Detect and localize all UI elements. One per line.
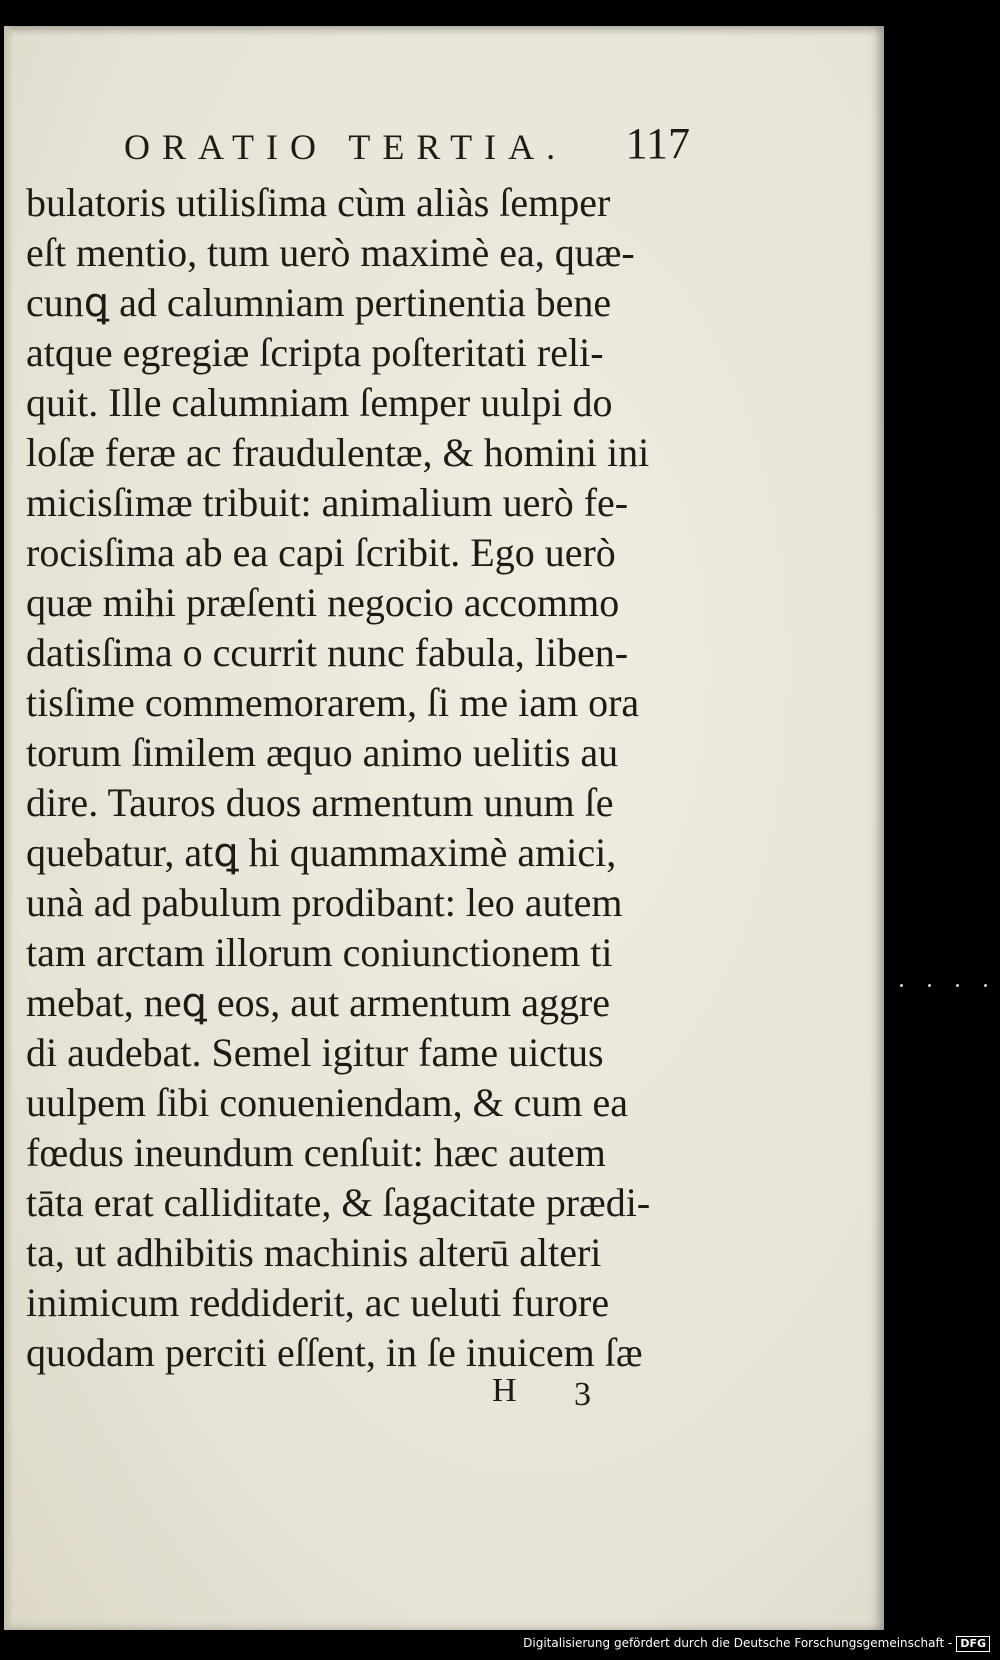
text-line: rocisſima ab ea capi ſcribit. Ego uerò [26, 530, 616, 575]
text-line: cunꝗ ad calumniam pertinentia bene [26, 280, 612, 325]
margin-dots [900, 984, 990, 994]
signature-number: 3 [574, 1376, 591, 1413]
text-line: inimicum reddiderit, ac ueluti furore [26, 1280, 610, 1325]
dot [956, 984, 959, 987]
text-line: unà ad pabulum prodibant: leo autem [26, 880, 623, 925]
dot [928, 984, 931, 987]
page-header [124, 112, 696, 174]
text-line: di audebat. Semel igitur fame uictus [26, 1030, 604, 1075]
text-line: dire. Tauros duos armentum unum ſe [26, 780, 614, 825]
text-line: atque egregiæ ſcripta poſteritati reli- [26, 330, 604, 375]
text-line: eſt mentio, tum uerò maximè ea, quæ- [26, 230, 635, 275]
text-line: quodam perciti eſſent, in ſe inuicem ſæ [26, 1330, 643, 1375]
credit-text: Digitalisierung gefördert durch die Deutsche Forschungsgemeinschaft - [523, 1636, 953, 1650]
text-line: micisſimæ tribuit: animalium uerò fe- [26, 480, 629, 525]
digitization-credit [523, 1636, 990, 1656]
text-line: uulpem ſibi conueniendam, & cum ea [26, 1080, 629, 1125]
text-line: torum ſimilem æquo animo uelitis au [26, 730, 619, 775]
text-line: loſæ feræ ac fraudulentæ, & homini ini [26, 430, 650, 475]
running-title: ORATIO TERTIA. [124, 127, 568, 167]
text-line: datisſima o ccurrit nunc fabula, liben- [26, 630, 629, 675]
body-text [26, 178, 706, 1378]
text-line: ta, ut adhibitis machinis alterū alteri [26, 1230, 602, 1275]
text-line: quæ mihi præſenti negocio accommo [26, 580, 620, 625]
text-line: fœdus ineundum cenſuit: hæc autem [26, 1130, 606, 1175]
text-line: quebatur, atꝗ hi quammaximè amici, [26, 830, 617, 875]
dot [984, 984, 987, 987]
text-line: tam arctam illorum coniunctionem ti [26, 930, 613, 975]
page-number: 117 [625, 119, 690, 168]
text-line: tāta erat calliditate, & ſagacitate prædi- [26, 1180, 651, 1225]
dot [900, 984, 903, 987]
text-line: bulatoris utilisſima cùm aliàs ſemper [26, 180, 611, 225]
text-line: mebat, neꝗ eos, aut armentum aggre [26, 980, 611, 1025]
text-line: tisſime commemorarem, ſi me iam ora [26, 680, 640, 725]
text-line: quit. Ille calumniam ſemper uulpi do [26, 380, 613, 425]
dfg-logo-icon: DFG [956, 1636, 990, 1652]
signature-mark [492, 1372, 612, 1422]
book-page [4, 26, 884, 1630]
signature-letter: H [492, 1372, 517, 1409]
page-gutter-shadow [4, 26, 14, 1630]
